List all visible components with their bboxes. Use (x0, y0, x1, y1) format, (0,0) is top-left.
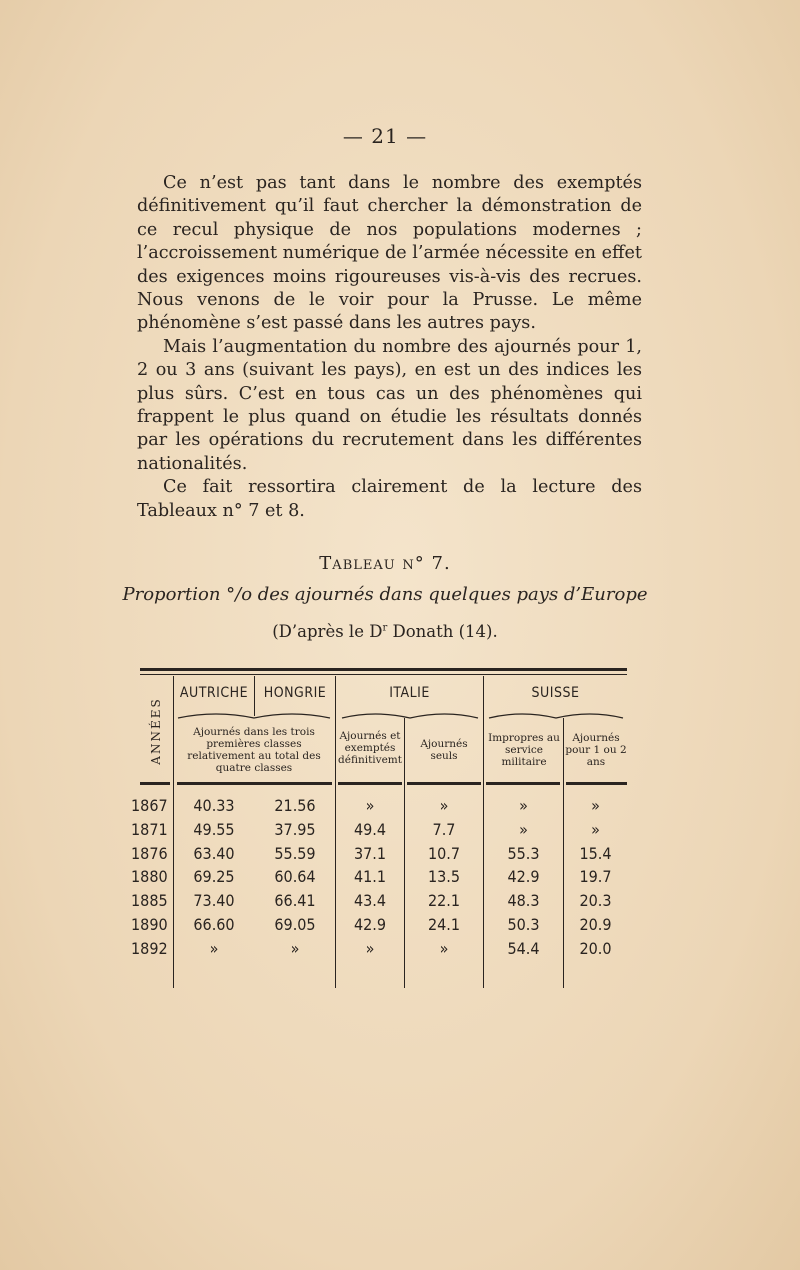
cell-hongrie: 69.05 (274, 915, 316, 934)
cell-italie-1: 49.4 (353, 819, 387, 839)
cell-autriche: » (209, 938, 219, 958)
cell-italie-2: » (439, 796, 449, 815)
cell-italie-1: » (365, 796, 375, 815)
header-rule-swiss-2 (566, 782, 627, 785)
cell-autriche: 40.33 (193, 796, 235, 815)
cell-italie-1: 37.1 (353, 843, 387, 863)
cell-suisse-2: 20.0 (579, 938, 612, 958)
cell-autriche: 66.60 (193, 915, 235, 934)
header-italie: ITALIE (389, 685, 430, 701)
cell-hongrie: 37.95 (274, 819, 316, 839)
cell-year: 1880 (131, 867, 168, 887)
header-autriche: AUTRICHE (179, 685, 249, 701)
cell-autriche: 69.25 (193, 867, 235, 887)
cell-suisse-1: 55.3 (507, 843, 540, 863)
cell-suisse-1: » (519, 819, 528, 839)
cell-italie-2: 22.1 (427, 891, 461, 911)
header-rule-years (140, 782, 170, 785)
cell-italie-1: 41.1 (353, 867, 387, 887)
cell-italie-2: 10.7 (427, 843, 461, 863)
page-number: — 21 — (342, 124, 428, 148)
subheader-austria-hungary: Ajournés dans les trois premières classes relativement au total des quatre classes (187, 726, 321, 774)
cell-hongrie: 21.56 (274, 796, 316, 815)
subheader-swiss-2: Ajournés pour 1 ou 2 ans (565, 732, 627, 768)
subheader-swiss-1: Impropres au service militaire (488, 732, 560, 768)
cell-autriche: 73.40 (193, 891, 235, 911)
header-hongrie: HONGRIE (263, 685, 327, 701)
cell-hongrie: » (290, 938, 300, 958)
subheader-italy-1: Ajournés et exemptés définitivemt (338, 730, 402, 766)
table-subtitle: Proportion °/o des ajournés dans quelques pays d’Europe (122, 584, 648, 605)
cell-year: 1871 (131, 819, 168, 839)
cell-italie-2: 24.1 (427, 915, 461, 934)
table-source-sup: r (382, 622, 388, 634)
cell-italie-2: » (439, 938, 449, 958)
paragraph-2: Mais l’augmentation du nombre des ajournés pour 1, 2 ou 3 ans (suivant les pays), en est un des indices les plus sûrs. C’est en tous cas un des phénomènes qui frappent le plus quand on étudie les résultats donnés par les opérations du recrutement dans les différentes nationalités. (137, 336, 642, 474)
table-source-pre: (D’après le D (272, 622, 383, 641)
cell-italie-1: 42.9 (353, 915, 387, 934)
cell-autriche: 63.40 (193, 843, 235, 863)
table-source-post: Donath (14). (387, 622, 498, 641)
header-rule-italy-2 (407, 782, 481, 785)
cell-suisse-2: 15.4 (579, 843, 612, 863)
table-top-rule-thin (140, 674, 627, 675)
table-source (0, 622, 770, 641)
subheader-italy-2: Ajournés seuls (420, 738, 468, 762)
cell-year: 1867 (131, 796, 168, 815)
header-rule-italy-1 (338, 782, 402, 785)
table-title: Tableau n° 7. (319, 553, 451, 574)
cell-suisse-2: 20.3 (579, 891, 612, 911)
header-suisse: SUISSE (531, 685, 580, 701)
cell-autriche: 49.55 (193, 819, 235, 839)
cell-italie-1: » (365, 938, 375, 958)
cell-hongrie: 66.41 (274, 891, 316, 911)
body-text (137, 172, 642, 523)
years-header-label: ANNÉES (149, 697, 163, 765)
cell-year: 1890 (131, 915, 168, 934)
cell-suisse-1: 48.3 (507, 891, 540, 911)
paragraph-1: Ce n’est pas tant dans le nombre des exemptés définitivement qu’il faut chercher la démonstration de ce recul physique de nos populations modernes ; l’accroissement numérique de l’armée nécessite en effet des exigences moins rigoureuses vis-à-vis des recrues. Nous venons de le voir pour la Prusse. Le même phénomène s’est passé dans les autres pays. (137, 173, 642, 334)
table-top-rule (140, 668, 627, 671)
cell-suisse-2: » (591, 796, 600, 815)
cell-hongrie: 60.64 (274, 867, 316, 887)
header-rule-austria-hungary (177, 782, 332, 785)
cell-year: 1876 (131, 843, 168, 863)
header-rule-swiss-1 (486, 782, 560, 785)
cell-suisse-2: 19.7 (579, 867, 612, 887)
cell-suisse-1: 54.4 (507, 938, 540, 958)
cell-year: 1885 (131, 891, 168, 911)
cell-italie-2: 13.5 (427, 867, 461, 887)
brace-swiss (487, 708, 625, 722)
cell-suisse-2: 20.9 (579, 915, 612, 934)
cell-suisse-1: 50.3 (507, 915, 540, 934)
cell-year: 1892 (131, 938, 168, 958)
cell-suisse-2: » (591, 819, 600, 839)
years-header (142, 676, 170, 786)
cell-suisse-1: » (519, 796, 528, 815)
paragraph-3: Ce fait ressortira clairement de la lecture des Tableaux n° 7 et 8. (137, 477, 642, 521)
data-table (131, 668, 627, 988)
cell-hongrie: 55.59 (274, 843, 316, 863)
cell-suisse-1: 42.9 (507, 867, 540, 887)
cell-italie-2: 7.7 (432, 819, 456, 839)
brace-austria-hungary (176, 708, 332, 722)
cell-italie-1: 43.4 (353, 891, 387, 911)
brace-italy (340, 708, 480, 722)
